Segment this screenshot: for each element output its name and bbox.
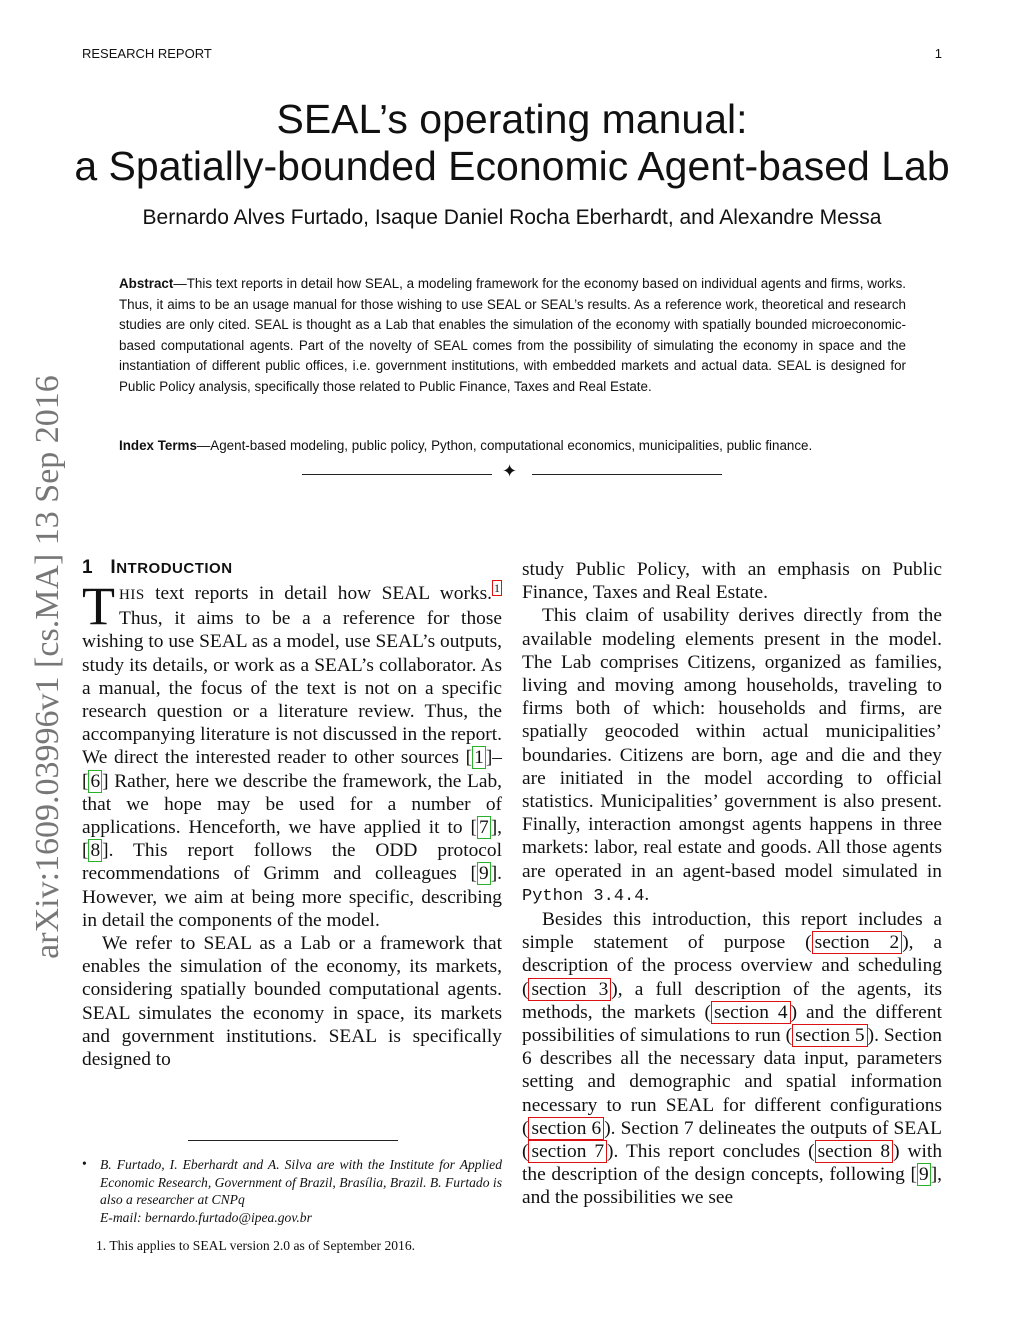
- citation-link-9[interactable]: 9: [478, 863, 489, 885]
- section-link-7[interactable]: section 7: [528, 1140, 607, 1163]
- divider-star-icon: ✦: [502, 461, 518, 482]
- small-caps-word: HIS: [119, 587, 145, 603]
- index-terms-label: Index Terms: [119, 438, 197, 453]
- arxiv-stamp: arXiv:1609.03996v1 [cs.MA] 13 Sep 2016: [29, 375, 66, 959]
- section-link-5[interactable]: section 5: [792, 1024, 868, 1047]
- affiliation-email: E-mail: bernardo.furtado@ipea.gov.br: [100, 1209, 312, 1225]
- section-number: 1: [82, 557, 94, 578]
- text-run: ], [: [82, 817, 502, 862]
- text-run: ). This report concludes (: [607, 1141, 815, 1163]
- drop-cap: T: [82, 576, 115, 636]
- abstract: [119, 274, 906, 397]
- text-run: ). Section 7 delineates the outputs of SEAL (: [522, 1117, 943, 1163]
- section-link-8[interactable]: section 8: [815, 1140, 894, 1163]
- affiliation-line: B. Furtado, I. Eberhardt and A. Silva are with the Institute for Applied Economic Research, Government of Brazil, Brasília, Brazil. B. Furtado is also a researcher at CNPq: [100, 1157, 502, 1208]
- section-link-6[interactable]: section 6: [528, 1117, 604, 1140]
- text-run: text reports in detail how SEAL works.: [144, 583, 492, 604]
- page-number: 1: [934, 46, 942, 61]
- text-run: .: [644, 883, 650, 905]
- section-title-rest: NTRODUCTION: [116, 560, 233, 577]
- intro-paragraph-4: [522, 908, 942, 1210]
- divider-line-left: [302, 474, 492, 475]
- text-run: ) with the description of the design concepts, following [: [522, 1141, 943, 1186]
- index-terms: [119, 436, 906, 457]
- text-run: ]–[: [82, 747, 502, 792]
- text-run: ]. However, we aim at being more specific, describing in detail the components of the model.: [82, 863, 502, 931]
- citation-link-7[interactable]: 7: [478, 817, 489, 839]
- intro-paragraph-3: [522, 604, 942, 908]
- index-terms-text: —Agent-based modeling, public policy, Python, computational economics, municipalities, public finance.: [196, 438, 813, 453]
- intro-paragraph-2-continued: study Public Policy, with an emphasis on Public Finance, Taxes and Real Estate.: [522, 559, 942, 604]
- intro-paragraph-1: [82, 576, 502, 932]
- text-run: ] Rather, here we describe the framework, the Lab, that we hope may be used for a number of applications. Henceforth, we have applied it to [: [82, 770, 502, 839]
- code-python-version: Python 3.4.4: [522, 886, 645, 906]
- author-list: Bernardo Alves Furtado, Isaque Daniel Rocha Eberhardt, and Alexandre Messa: [142, 206, 882, 229]
- title-line-1: SEAL’s operating manual:: [276, 96, 748, 142]
- footnote-rule: [188, 1140, 398, 1141]
- text-run: ), a full description of the agents, its methods, the markets (: [522, 978, 943, 1023]
- divider-line-right: [532, 474, 722, 475]
- left-column: [82, 576, 502, 1071]
- text-run: ), a description of the process overview and scheduling (: [522, 932, 943, 1000]
- affiliation-footnote: [82, 1156, 502, 1226]
- running-title: RESEARCH REPORT: [82, 46, 212, 61]
- paper-title: [60, 96, 964, 190]
- right-column: [522, 558, 942, 1210]
- bullet-icon: •: [82, 1156, 87, 1171]
- text-run: Besides this introduction, this report includes a simple statement of purpose (: [522, 909, 942, 954]
- footnote-link-1[interactable]: 1: [494, 580, 500, 595]
- citation-link-1[interactable]: 1: [474, 747, 484, 769]
- section-link-4[interactable]: section 4: [711, 1001, 791, 1024]
- section-title-initial: I: [110, 557, 117, 578]
- section-link-3[interactable]: section 3: [528, 978, 611, 1001]
- text-run: ). Section 6 describes all the necessary data input, parameters setting and demographic and spatial information necessary to run SEAL for different configurations (: [522, 1025, 943, 1139]
- text-run: ) and the different possibilities of simulations to run (: [522, 1001, 942, 1047]
- intro-paragraph-2: We refer to SEAL as a Lab or a framework that enables the simulation of the economy, its markets, considering spatially bounded computational agents. SEAL simulates the economy in space, its markets and government institutions. SEAL is specifically designed to: [82, 933, 502, 1071]
- text-run: This claim of usability derives directly from the available modeling elements present in the model. The Lab comprises Citizens, organized as families, living and moving among households, traveling to firms both of which: households and firms, are spatially geocoded within actual municipalities’ boundaries. Citizens are born, age and die and they are initiated in the model according to official statistics. Municipalities’ government is also present. Finally, interaction amongst agents happens in three markets: labor, real estate and goods. All those agents are operated in an agent-based model simulated in: [522, 605, 942, 882]
- citation-link-9-right[interactable]: 9: [918, 1164, 929, 1186]
- text-run: Thus, it aims to be a a reference for those wishing to use SEAL as a model, use SEAL’s outputs, study its details, or work as a SEAL’s collaborator. As a manual, the focus of the text is not on a specific research question or a literature review. Thus, the accompanying literature is not discussed in the report. We direct the interested reader to other sources [: [82, 608, 502, 769]
- section-divider: [302, 461, 722, 482]
- title-line-2: a Spatially-bounded Economic Agent-based Lab: [74, 143, 950, 189]
- affiliation-text: [100, 1156, 502, 1226]
- section-link-2[interactable]: section 2: [812, 931, 903, 954]
- footnote-1: 1. This applies to SEAL version 2.0 as of September 2016.: [96, 1238, 416, 1253]
- citation-link-6[interactable]: 6: [90, 770, 101, 792]
- text-run: ], and the possibilities we see: [522, 1164, 942, 1209]
- citation-link-8[interactable]: 8: [90, 840, 101, 862]
- running-header: [82, 46, 942, 61]
- abstract-label: Abstract: [119, 276, 174, 291]
- abstract-text: —This text reports in detail how SEAL, a modeling framework for the economy based on individual agents and firms, works. Thus, it aims to be an usage manual for those wishing to use SEAL or SEAL’s results. As a reference work, theoretical and research studies are only cited. SEAL is thought as a Lab that enables the simulation of the economy with spatially bounded microeconomic-based computational agents. Part of the novelty of SEAL comes from the possibility of simulating the economy in space and the instantiation of different public offices, i.e. government institutions, with embedded markets and actual data. SEAL is designed for Public Policy analysis, specifically those related to Public Finance, Taxes and Real Estate.: [119, 276, 906, 394]
- text-run: ]. This report follows the ODD protocol recommendations of Grimm and colleagues [: [82, 840, 502, 885]
